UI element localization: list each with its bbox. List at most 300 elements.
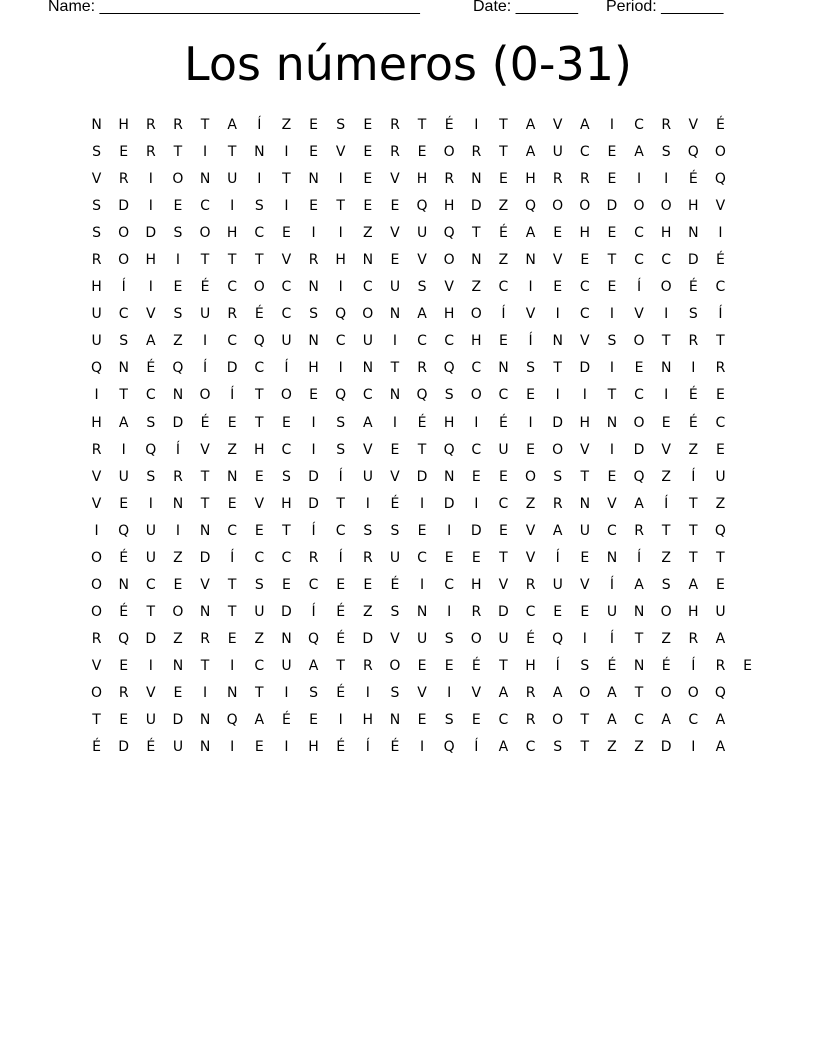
grid-letter: U (498, 441, 509, 458)
grid-letter: V (688, 117, 699, 133)
grid-letter: I (474, 414, 479, 431)
grid-letter: U (715, 468, 726, 485)
grid-letter: Í (528, 333, 533, 350)
grid-letter: D (118, 198, 130, 215)
grid-letter: Í (501, 306, 506, 323)
grid-letter: T (92, 712, 101, 729)
grid-letter: É (336, 630, 346, 647)
grid-letter: N (498, 360, 509, 377)
grid-letter: C (661, 252, 672, 269)
grid-row (83, 655, 761, 682)
grid-letter: Z (173, 549, 183, 566)
grid-letter: A (525, 225, 536, 242)
grid-letter: E (309, 198, 318, 215)
grid-letter: V (363, 441, 373, 458)
grid-letter: C (634, 712, 644, 729)
grid-letter: N (606, 549, 618, 566)
grid-row (83, 114, 761, 141)
grid-letter: I (447, 684, 452, 701)
grid-letter: Z (661, 549, 671, 566)
grid-letter: R (173, 117, 183, 133)
grid-letter: Í (230, 387, 235, 404)
grid-letter: E (119, 712, 129, 729)
grid-letter: O (91, 684, 103, 701)
grid-letter: É (200, 279, 210, 296)
grid-letter: E (336, 576, 346, 593)
grid-letter: E (526, 387, 535, 404)
grid-letter: C (688, 712, 699, 729)
grid-letter: T (417, 117, 427, 133)
grid-letter: Z (471, 279, 482, 296)
grid-letter: E (173, 684, 183, 701)
grid-letter: V (200, 576, 210, 593)
grid-letter: T (336, 657, 345, 674)
grid-letter: E (309, 117, 318, 133)
grid-letter: O (199, 225, 211, 242)
grid-letter: T (227, 576, 237, 593)
grid-letter: V (281, 252, 292, 269)
grid-letter: C (254, 657, 265, 674)
grid-letter: Í (338, 549, 343, 566)
grid-letter: R (390, 144, 400, 161)
grid-letter: V (200, 441, 210, 458)
grid-letter: Í (664, 495, 669, 512)
grid-letter: N (199, 522, 211, 539)
grid-letter: R (118, 171, 129, 188)
grid-letter: E (363, 117, 373, 133)
grid-letter: A (417, 306, 427, 323)
grid-letter: E (607, 171, 617, 188)
grid-letter: Q (552, 630, 564, 647)
grid-letter: S (553, 739, 563, 756)
grid-letter: S (363, 522, 373, 539)
grid-letter: V (335, 144, 346, 161)
grid-letter: É (336, 603, 346, 620)
grid-letter: E (119, 495, 129, 512)
grid-letter: O (525, 468, 537, 485)
grid-letter: O (362, 306, 374, 323)
grid-letter: H (416, 171, 428, 188)
grid-letter: É (200, 414, 210, 431)
grid-letter: V (91, 468, 102, 485)
grid-letter: O (660, 279, 672, 296)
grid-letter: V (444, 279, 454, 296)
grid-letter: N (254, 144, 265, 161)
grid-letter: E (444, 657, 454, 674)
grid-letter: S (146, 414, 156, 431)
grid-letter: T (634, 630, 644, 647)
grid-letter: D (633, 441, 645, 458)
grid-row (83, 168, 761, 195)
grid-letter: A (607, 712, 617, 729)
grid-letter: D (416, 468, 428, 485)
grid-row (83, 357, 761, 384)
grid-letter: T (607, 387, 617, 404)
grid-letter: S (661, 144, 671, 161)
grid-letter: V (661, 441, 671, 458)
grid-letter: U (715, 603, 726, 620)
grid-letter: T (200, 117, 210, 133)
grid-letter: Í (311, 522, 316, 539)
grid-letter: Í (609, 630, 614, 647)
grid-letter: T (580, 468, 590, 485)
grid-letter: Q (714, 171, 726, 188)
grid-letter: Q (416, 387, 428, 404)
grid-letter: O (552, 198, 564, 215)
grid-letter: R (579, 171, 590, 188)
grid-letter: H (91, 414, 102, 431)
grid-letter: I (582, 630, 587, 647)
grid-letter: Í (555, 657, 560, 674)
grid-letter: I (474, 117, 479, 133)
grid-letter: E (282, 225, 291, 242)
grid-letter: T (607, 252, 617, 269)
grid-letter: I (148, 495, 153, 512)
grid-row (83, 330, 761, 357)
grid-letter: O (633, 414, 645, 431)
grid-letter: A (146, 333, 156, 350)
grid-letter: H (443, 414, 455, 431)
grid-letter: H (281, 495, 292, 512)
grid-letter: S (92, 198, 101, 215)
grid-letter: T (580, 739, 590, 756)
grid-letter: T (200, 252, 210, 269)
grid-letter: U (552, 576, 563, 593)
grid-letter: I (609, 306, 614, 323)
grid-letter: C (362, 387, 373, 404)
grid-letter: S (688, 306, 698, 323)
grid-letter: T (716, 549, 725, 566)
grid-letter: V (146, 306, 156, 323)
grid-letter: C (254, 360, 265, 377)
grid-letter: R (173, 468, 183, 485)
grid-letter: Z (173, 630, 183, 647)
grid-letter: V (580, 333, 590, 350)
grid-letter: T (336, 198, 345, 215)
grid-row (83, 736, 761, 763)
grid-letter: N (199, 739, 211, 756)
grid-letter: N (226, 684, 238, 701)
grid-letter: A (715, 630, 726, 647)
grid-letter: O (199, 387, 211, 404)
grid-letter: I (582, 387, 587, 404)
grid-letter: C (634, 225, 644, 242)
grid-letter: O (470, 306, 482, 323)
grid-letter: I (664, 387, 669, 404)
grid-letter: T (227, 603, 237, 620)
grid-letter: Q (633, 468, 645, 485)
grid-letter: Q (118, 630, 130, 647)
grid-letter: S (92, 225, 101, 242)
grid-letter: É (499, 414, 508, 431)
grid-letter: Q (226, 712, 238, 729)
grid-letter: S (661, 576, 671, 593)
grid-letter: H (308, 360, 319, 377)
grid-letter: I (691, 739, 696, 756)
grid-letter: V (390, 171, 400, 188)
grid-letter: Í (555, 549, 560, 566)
grid-letter: C (254, 549, 265, 566)
grid-letter: Q (118, 522, 130, 539)
grid-letter: N (362, 252, 374, 269)
grid-letter: A (308, 657, 319, 674)
grid-letter: É (390, 739, 400, 756)
grid-letter: N (172, 657, 184, 674)
grid-letter: Q (335, 387, 347, 404)
grid-letter: N (525, 252, 536, 269)
grid-letter: C (335, 522, 346, 539)
grid-letter: C (634, 117, 644, 133)
period-field: Period: _______ (606, 0, 724, 15)
grid-letter: I (94, 522, 99, 539)
grid-letter: V (580, 441, 590, 458)
grid-letter: U (498, 630, 509, 647)
grid-letter: O (552, 441, 564, 458)
grid-letter: É (417, 414, 427, 431)
grid-letter: Z (634, 739, 644, 756)
grid-letter: Q (253, 333, 265, 350)
grid-row (83, 520, 761, 547)
grid-letter: I (365, 684, 370, 701)
grid-letter: C (471, 360, 482, 377)
grid-letter: I (528, 279, 533, 296)
grid-letter: S (553, 468, 563, 485)
grid-letter: H (579, 414, 591, 431)
grid-letter: V (91, 171, 102, 188)
grid-letter: S (92, 144, 101, 161)
grid-letter: O (118, 252, 130, 269)
grid-letter: I (284, 684, 289, 701)
grid-row (83, 547, 761, 574)
grid-letter: H (443, 306, 455, 323)
grid-letter: I (474, 495, 479, 512)
grid-letter: V (498, 576, 509, 593)
grid-letter: N (308, 279, 319, 296)
grid-letter: É (336, 739, 346, 756)
grid-letter: Z (281, 117, 292, 133)
grid-letter: E (634, 360, 644, 377)
grid-letter: Q (687, 144, 699, 161)
grid-letter: E (716, 441, 725, 458)
grid-letter: T (499, 144, 508, 161)
grid-letter: C (471, 441, 482, 458)
grid-letter: C (634, 387, 644, 404)
grid-letter: E (580, 252, 590, 269)
grid-letter: H (688, 198, 699, 215)
grid-letter: C (579, 144, 590, 161)
grid-letter: Í (230, 549, 235, 566)
grid-letter: É (336, 684, 346, 701)
grid-letter: S (390, 522, 400, 539)
grid-letter: I (664, 306, 669, 323)
grid-letter: A (580, 117, 590, 133)
grid-letter: E (282, 576, 291, 593)
grid-letter: V (525, 522, 536, 539)
grid-letter: U (118, 468, 129, 485)
grid-letter: C (498, 279, 509, 296)
grid-letter: R (145, 117, 156, 133)
grid-letter: H (308, 739, 319, 756)
grid-letter: I (718, 225, 723, 242)
grid-letter: H (226, 225, 238, 242)
grid-letter: I (447, 603, 452, 620)
grid-letter: T (255, 387, 264, 404)
grid-letter: R (525, 684, 536, 701)
grid-letter: É (688, 414, 698, 431)
grid-letter: V (552, 117, 563, 133)
grid-letter: C (254, 225, 265, 242)
grid-letter: C (281, 441, 292, 458)
grid-letter: S (580, 657, 590, 674)
grid-letter: O (660, 198, 672, 215)
grid-letter: Z (254, 630, 265, 647)
grid-letter: I (555, 306, 560, 323)
grid-row (83, 709, 761, 736)
grid-letter: U (389, 279, 401, 296)
grid-letter: C (281, 549, 292, 566)
grid-letter: N (471, 171, 482, 188)
grid-letter: D (118, 739, 130, 756)
grid-letter: U (281, 657, 292, 674)
grid-letter: R (661, 117, 672, 133)
grid-letter: E (417, 144, 427, 161)
grid-letter: Z (173, 333, 183, 350)
grid-letter: O (118, 225, 130, 242)
grid-letter: E (390, 252, 400, 269)
grid-letter: C (579, 306, 590, 323)
grid-letter: É (119, 603, 129, 620)
grid-letter: Q (443, 441, 455, 458)
grid-letter: É (282, 712, 291, 729)
grid-letter: U (362, 333, 373, 350)
grid-letter: D (470, 198, 482, 215)
grid-letter: O (470, 387, 482, 404)
grid-letter: O (389, 657, 401, 674)
grid-letter: U (91, 333, 102, 350)
grid-letter: I (284, 739, 289, 756)
grid-letter: U (416, 225, 428, 242)
grid-letter: E (173, 576, 183, 593)
grid-letter: I (338, 279, 343, 296)
grid-letter: A (525, 117, 536, 133)
grid-letter: I (555, 387, 560, 404)
grid-letter: R (227, 306, 238, 323)
grid-letter: C (227, 333, 238, 350)
grid-letter: Í (365, 739, 370, 756)
grid-letter: Í (691, 468, 696, 485)
name-field: Name: ____________________________________ (48, 0, 420, 15)
grid-letter: R (308, 549, 319, 566)
grid-letter: U (389, 549, 401, 566)
grid-letter: Z (498, 198, 509, 215)
grid-letter: É (390, 576, 400, 593)
grid-letter: I (338, 225, 343, 242)
grid-letter: Í (636, 549, 642, 566)
grid-letter: É (688, 279, 698, 296)
grid-row (83, 574, 761, 601)
grid-letter: I (121, 441, 126, 458)
grid-letter: H (660, 225, 672, 242)
grid-letter: S (526, 360, 535, 377)
grid-letter: O (579, 684, 591, 701)
grid-letter: U (145, 522, 156, 539)
grid-letter: A (715, 739, 726, 756)
grid-letter: E (580, 603, 590, 620)
grid-letter: U (281, 333, 292, 350)
grid-letter: I (419, 739, 425, 756)
grid-letter: V (552, 252, 563, 269)
grid-letter: R (634, 522, 644, 539)
grid-letter: N (118, 360, 129, 377)
grid-letter: E (553, 279, 563, 296)
grid-letter: É (526, 630, 535, 647)
grid-letter: T (716, 333, 725, 350)
grid-letter: C (498, 387, 509, 404)
grid-letter: T (417, 441, 427, 458)
grid-letter: I (311, 441, 316, 458)
grid-letter: T (227, 144, 237, 161)
grid-letter: R (145, 144, 156, 161)
grid-letter: R (91, 441, 102, 458)
grid-letter: E (553, 603, 563, 620)
grid-letter: E (471, 712, 481, 729)
grid-letter: U (416, 630, 428, 647)
grid-letter: A (661, 712, 671, 729)
grid-letter: T (472, 225, 481, 242)
grid-letter: S (254, 576, 264, 593)
grid-letter: E (499, 468, 508, 485)
grid-letter: É (716, 117, 725, 133)
grid-letter: T (689, 522, 698, 539)
grid-letter: D (226, 360, 238, 377)
grid-letter: T (282, 522, 291, 539)
grid-letter: Q (443, 225, 455, 242)
grid-letter: D (687, 252, 699, 269)
grid-letter: É (471, 657, 481, 674)
grid-letter: É (661, 657, 671, 674)
grid-letter: C (715, 279, 726, 296)
grid-letter: Q (172, 360, 184, 377)
grid-letter: N (633, 657, 645, 674)
grid-letter: U (552, 144, 563, 161)
grid-letter: T (499, 549, 508, 566)
grid-letter: N (443, 468, 455, 485)
grid-letter: Í (338, 468, 343, 485)
word-search-grid (83, 114, 761, 763)
grid-letter: I (257, 171, 262, 188)
grid-letter: S (417, 279, 427, 296)
grid-letter: O (443, 144, 455, 161)
grid-letter: N (308, 171, 319, 188)
grid-letter: R (688, 630, 699, 647)
grid-letter: E (526, 441, 535, 458)
grid-letter: N (91, 117, 102, 133)
grid-row (83, 276, 761, 303)
grid-letter: T (499, 117, 508, 133)
grid-letter: E (580, 549, 590, 566)
grid-letter: D (172, 712, 184, 729)
grid-letter: R (552, 495, 563, 512)
grid-letter: Í (284, 360, 289, 377)
grid-letter: S (254, 198, 264, 215)
grid-letter: I (528, 414, 533, 431)
grid-letter: Q (443, 739, 455, 756)
grid-letter: Z (498, 252, 509, 269)
grid-letter: T (255, 252, 264, 269)
grid-letter: V (91, 657, 102, 674)
grid-letter: I (609, 360, 614, 377)
grid-letter: Í (257, 117, 262, 133)
